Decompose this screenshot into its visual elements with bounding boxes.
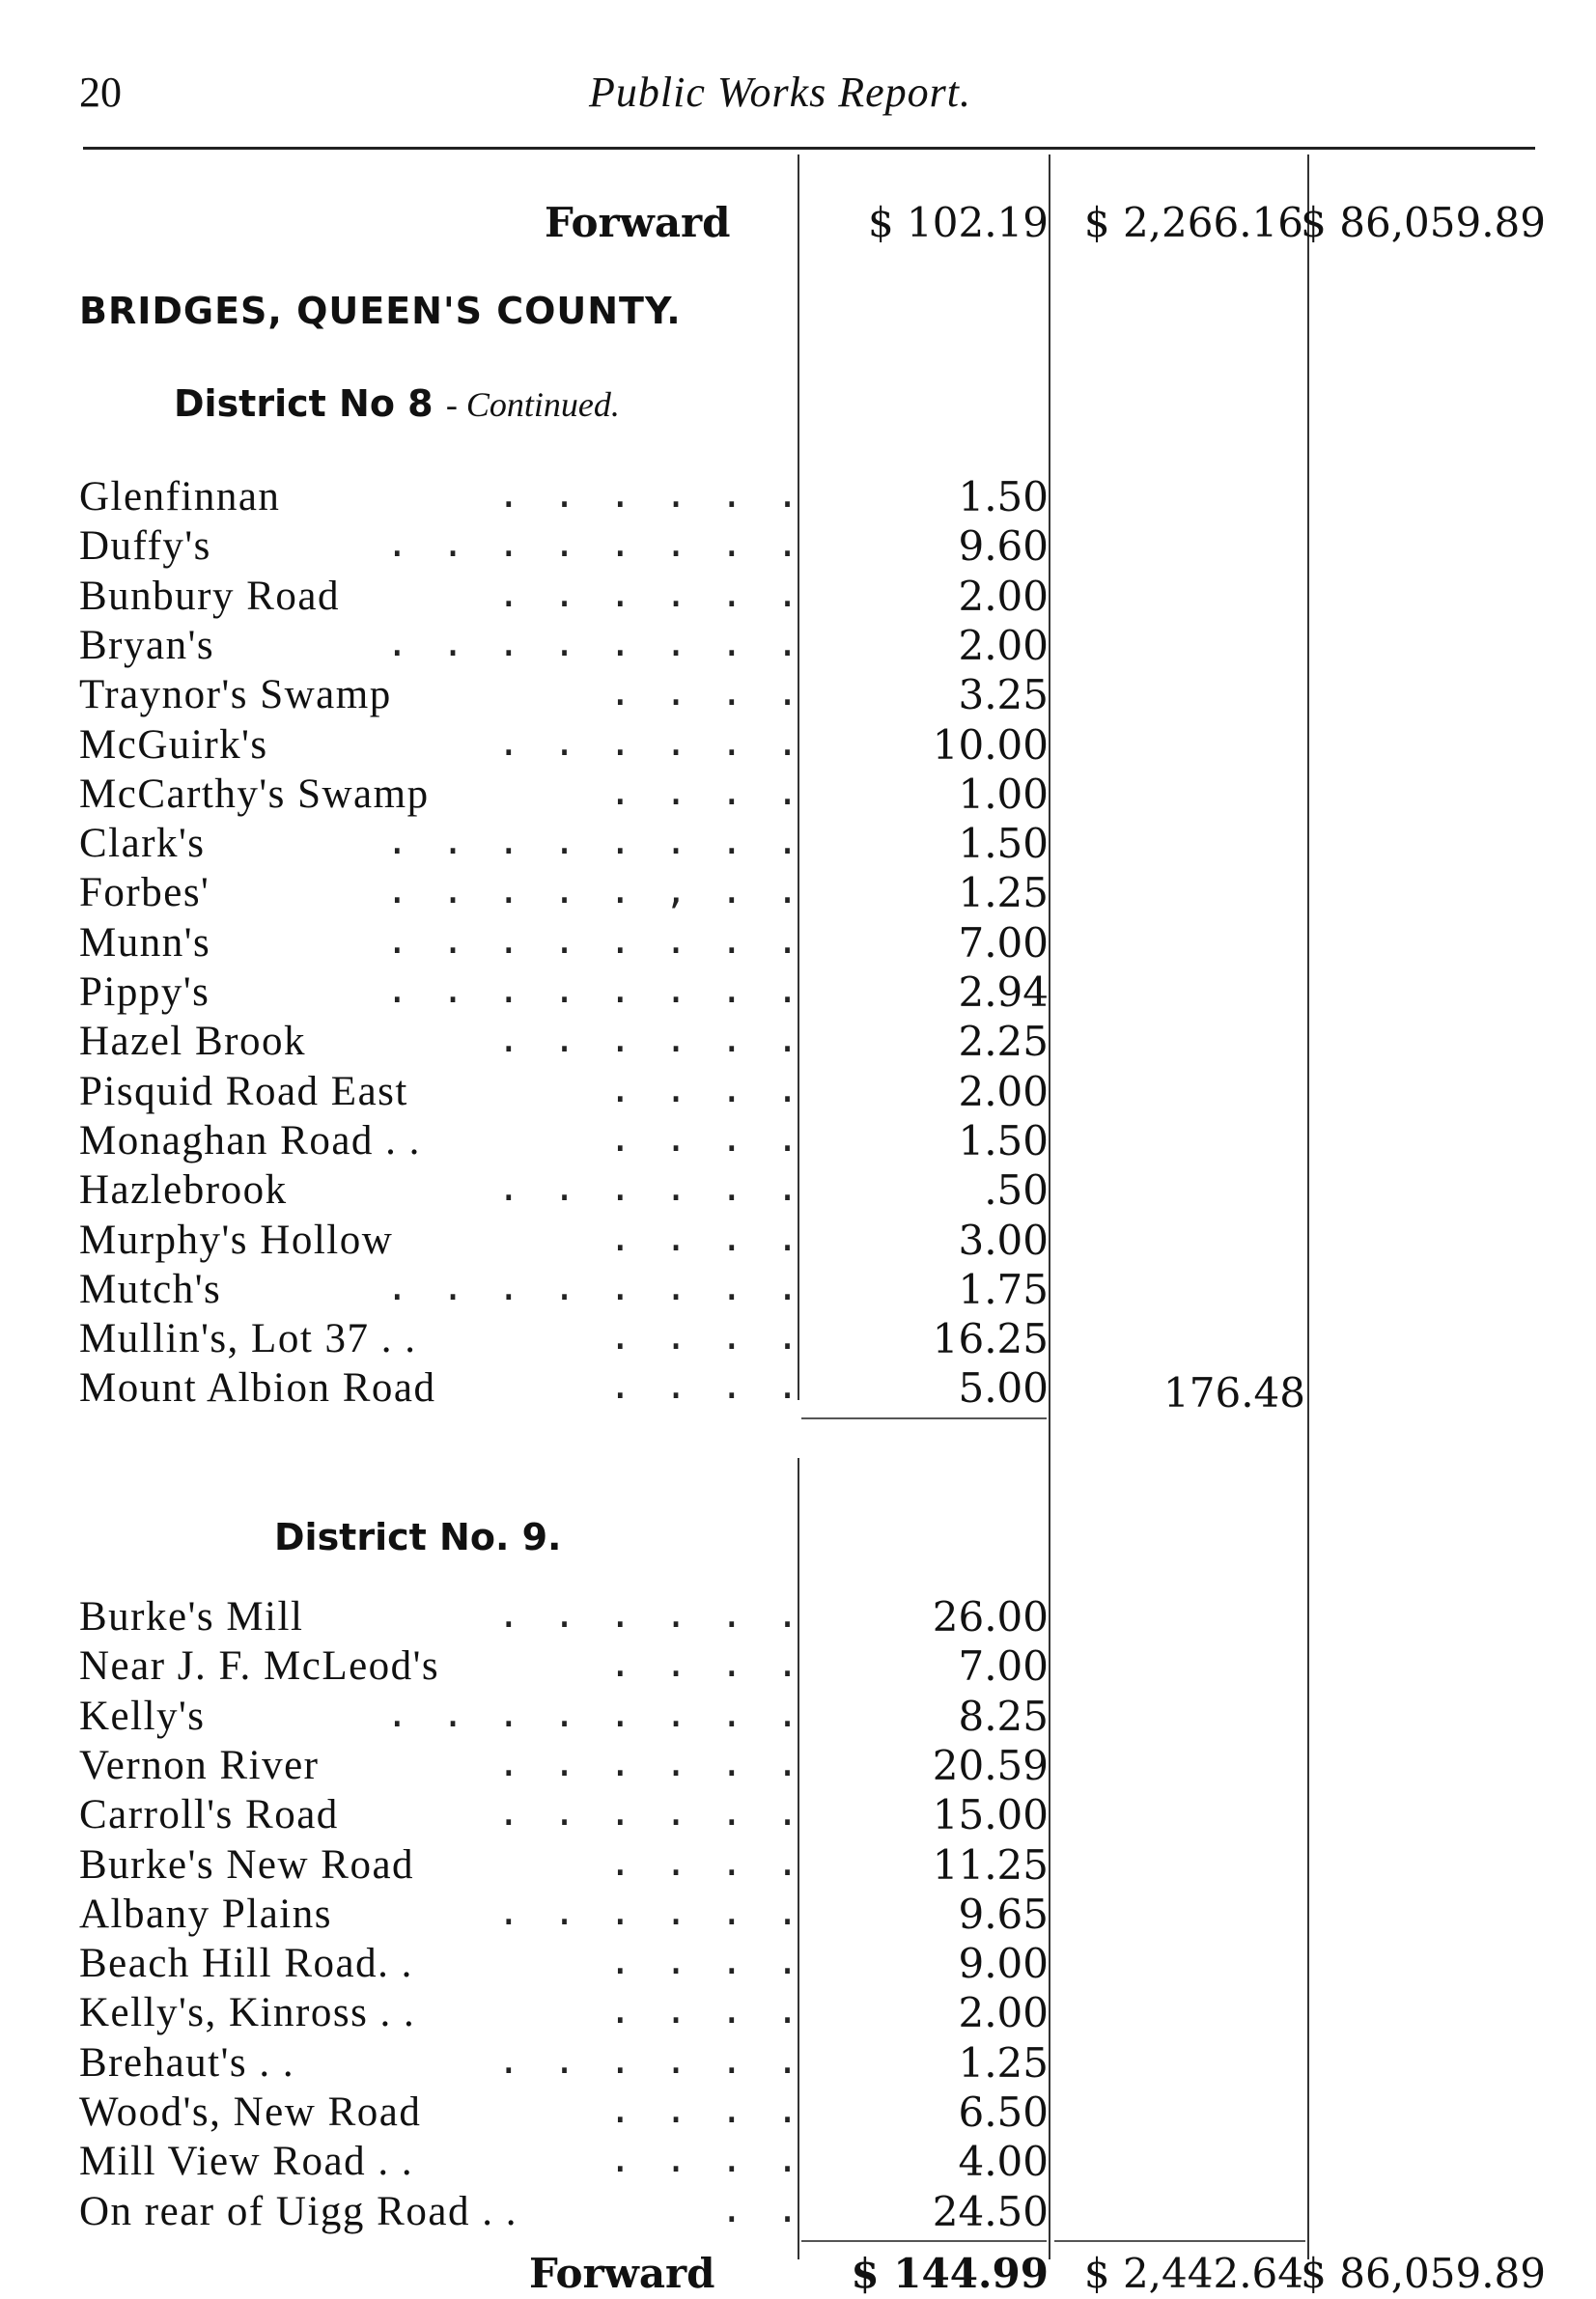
item-name: Traynor's Swamp	[79, 672, 392, 718]
list-item	[0, 1989, 1596, 2038]
list-item	[0, 1593, 1596, 1642]
list-item	[0, 2138, 1596, 2187]
leader-dots: . . . .	[608, 1216, 804, 1259]
list-item	[0, 771, 1596, 820]
leader-dots: . . . .	[608, 2138, 804, 2181]
item-name: Mullin's, Lot 37 . .	[79, 1316, 417, 1362]
item-amount: 7.00	[958, 1642, 1049, 1691]
item-name: Murphy's Hollow	[79, 1217, 394, 1263]
item-amount: 3.00	[958, 1216, 1049, 1264]
header-rule	[83, 147, 1535, 150]
forward-label-bottom: Forward	[529, 2250, 715, 2297]
district9-sum-rule-2	[1054, 2240, 1305, 2242]
forward-top-col1: $ 102.19	[867, 199, 1049, 246]
item-amount: 3.25	[958, 671, 1049, 719]
item-name: McCarthy's Swamp	[79, 771, 430, 817]
item-amount: 9.65	[958, 1890, 1049, 1938]
list-item	[0, 622, 1596, 671]
leader-dots: . . . . . .	[497, 1890, 804, 1933]
item-amount: 9.60	[958, 522, 1049, 571]
leader-dots: . . . .	[608, 770, 804, 813]
item-name: Forbes'	[79, 870, 210, 916]
item-name: McGuirk's	[79, 721, 268, 768]
item-name: Near J. F. McLeod's	[79, 1643, 440, 1690]
list-item	[0, 522, 1596, 572]
item-amount: 1.25	[958, 2038, 1049, 2087]
item-name: Brehaut's . .	[79, 2039, 295, 2086]
leader-dots: . . . . . . . .	[385, 522, 804, 566]
item-amount: .50	[984, 1166, 1049, 1215]
leader-dots: . . . . . . . .	[385, 968, 804, 1011]
item-amount: 1.00	[958, 770, 1049, 818]
item-amount: 10.00	[932, 720, 1049, 769]
forward-bottom-col1: $ 144.99	[851, 2250, 1049, 2297]
item-amount: 9.00	[958, 1940, 1049, 1988]
list-item	[0, 1117, 1596, 1166]
item-name: Duffy's	[79, 523, 211, 570]
district9-heading	[274, 1516, 562, 1558]
list-item	[0, 1166, 1596, 1216]
leader-dots: . . . . . .	[497, 1018, 804, 1061]
list-item	[0, 1364, 1596, 1414]
item-amount: 20.59	[932, 1741, 1049, 1789]
item-name: Bryan's	[79, 622, 215, 668]
leader-dots: . . . .	[608, 1940, 804, 1983]
list-item	[0, 1891, 1596, 1940]
item-amount: 1.75	[958, 1265, 1049, 1313]
list-item	[0, 869, 1596, 918]
leader-dots: . . . . . . . .	[385, 1692, 804, 1735]
item-name: Mutch's	[79, 1266, 222, 1312]
district9-sum-rule	[801, 2240, 1047, 2242]
district8-continued: - Continued.	[445, 385, 620, 424]
item-name: Burke's Mill	[79, 1594, 304, 1640]
leader-dots: . . . . . .	[497, 473, 804, 516]
list-item	[0, 721, 1596, 771]
leader-dots: . . . .	[608, 1989, 804, 2033]
item-name: Mill View Road . .	[79, 2139, 414, 2185]
item-amount: 11.25	[932, 1840, 1049, 1889]
district8-heading	[174, 382, 620, 425]
item-name: Kelly's	[79, 1693, 206, 1739]
list-item	[0, 671, 1596, 720]
item-name: Hazlebrook	[79, 1167, 288, 1214]
leader-dots: . . . .	[608, 1315, 804, 1359]
list-item	[0, 1266, 1596, 1315]
forward-bottom-col2: $ 2,442.64	[1083, 2250, 1303, 2297]
leader-dots: . . . .	[608, 1116, 804, 1160]
item-name: Vernon River	[79, 1742, 320, 1788]
item-name: Munn's	[79, 919, 211, 966]
list-item	[0, 1068, 1596, 1117]
leader-dots: . . . . . .	[497, 1166, 804, 1210]
item-name: Pisquid Road East	[79, 1068, 408, 1114]
item-amount: 1.50	[958, 1116, 1049, 1164]
leader-dots: . . . .	[608, 1067, 804, 1110]
district8-subtotal: 176.48	[1163, 1369, 1305, 1416]
section-title: BRIDGES, QUEEN'S COUNTY.	[79, 290, 682, 332]
item-name: Monaghan Road . .	[79, 1117, 421, 1164]
leader-dots: . . . . . . . .	[385, 1265, 804, 1308]
list-item	[0, 968, 1596, 1018]
leader-dots: . . . . . .	[497, 1791, 804, 1835]
item-name: Mount Albion Road	[79, 1365, 436, 1412]
page-number: 20	[79, 69, 122, 116]
item-amount: 2.00	[958, 1989, 1049, 2037]
leader-dots: . . . . . , . .	[385, 869, 804, 912]
item-amount: 7.00	[958, 918, 1049, 967]
item-name: Kelly's, Kinross . .	[79, 1990, 416, 2036]
district8-title: District No 8	[174, 382, 434, 425]
item-name: Pippy's	[79, 969, 210, 1015]
district8-sum-rule	[801, 1417, 1047, 1419]
leader-dots: . . . . . .	[497, 2038, 804, 2082]
list-item	[0, 1315, 1596, 1364]
list-item	[0, 1642, 1596, 1692]
item-amount: 26.00	[932, 1593, 1049, 1640]
leader-dots: . . . .	[608, 1840, 804, 1884]
item-amount: 2.00	[958, 621, 1049, 669]
list-item	[0, 1940, 1596, 1989]
leader-dots: . . . . . .	[497, 1593, 804, 1636]
list-item	[0, 473, 1596, 522]
forward-label-top: Forward	[545, 199, 731, 246]
forward-top-col3: $ 86,059.89	[1301, 199, 1546, 246]
item-name: Clark's	[79, 821, 206, 867]
item-name: Beach Hill Road. .	[79, 1941, 413, 1987]
leader-dots: . . . .	[608, 1364, 804, 1408]
item-name: Bunbury Road	[79, 573, 341, 619]
list-item	[0, 2089, 1596, 2138]
list-item	[0, 1841, 1596, 1891]
leader-dots: . . . .	[608, 1642, 804, 1686]
item-name: Hazel Brook	[79, 1019, 307, 1065]
list-item	[0, 1018, 1596, 1067]
item-amount: 2.94	[958, 968, 1049, 1016]
list-item	[0, 1742, 1596, 1791]
list-item	[0, 919, 1596, 968]
leader-dots: . . . . . .	[497, 1741, 804, 1784]
item-amount: 1.25	[958, 869, 1049, 917]
item-amount: 15.00	[932, 1791, 1049, 1839]
item-amount: 5.00	[958, 1364, 1049, 1413]
leader-dots: . . . . . .	[497, 572, 804, 615]
leader-dots: . . . .	[608, 2089, 804, 2131]
leader-dots: . . . . . . . .	[385, 918, 804, 962]
item-amount: 16.25	[932, 1315, 1049, 1363]
list-item	[0, 1791, 1596, 1840]
item-amount: 1.50	[958, 820, 1049, 868]
leader-dots: . . . .	[608, 671, 804, 715]
item-amount: 2.25	[958, 1018, 1049, 1066]
item-amount: 2.00	[958, 1067, 1049, 1115]
list-item	[0, 573, 1596, 622]
item-amount: 6.50	[958, 2089, 1049, 2136]
leader-dots: . . . . . . . .	[385, 621, 804, 664]
item-name: Burke's New Road	[79, 1841, 415, 1888]
item-amount: 8.25	[958, 1692, 1049, 1740]
list-item	[0, 1693, 1596, 1742]
item-name: Albany Plains	[79, 1891, 332, 1937]
running-title: Public Works Report.	[589, 69, 971, 116]
item-name: On rear of Uigg Road . .	[79, 2188, 518, 2234]
item-name: Glenfinnan	[79, 474, 281, 519]
item-amount: 24.50	[932, 2187, 1049, 2235]
list-item	[0, 1217, 1596, 1266]
leader-dots: . .	[720, 2187, 804, 2230]
list-item	[0, 2188, 1596, 2237]
leader-dots: . . . . . .	[497, 720, 804, 764]
item-name: Wood's, New Road	[79, 2089, 422, 2135]
item-amount: 4.00	[958, 2138, 1049, 2186]
list-item	[0, 2039, 1596, 2089]
leader-dots: . . . . . . . .	[385, 820, 804, 863]
item-amount: 2.00	[958, 572, 1049, 620]
list-item	[0, 820, 1596, 869]
forward-bottom-col3: $ 86,059.89	[1301, 2250, 1546, 2297]
item-name: Carroll's Road	[79, 1792, 339, 1838]
district9-title: District No. 9.	[274, 1516, 562, 1558]
item-amount: 1.50	[958, 473, 1049, 520]
forward-top-col2: $ 2,266.16	[1083, 199, 1303, 246]
